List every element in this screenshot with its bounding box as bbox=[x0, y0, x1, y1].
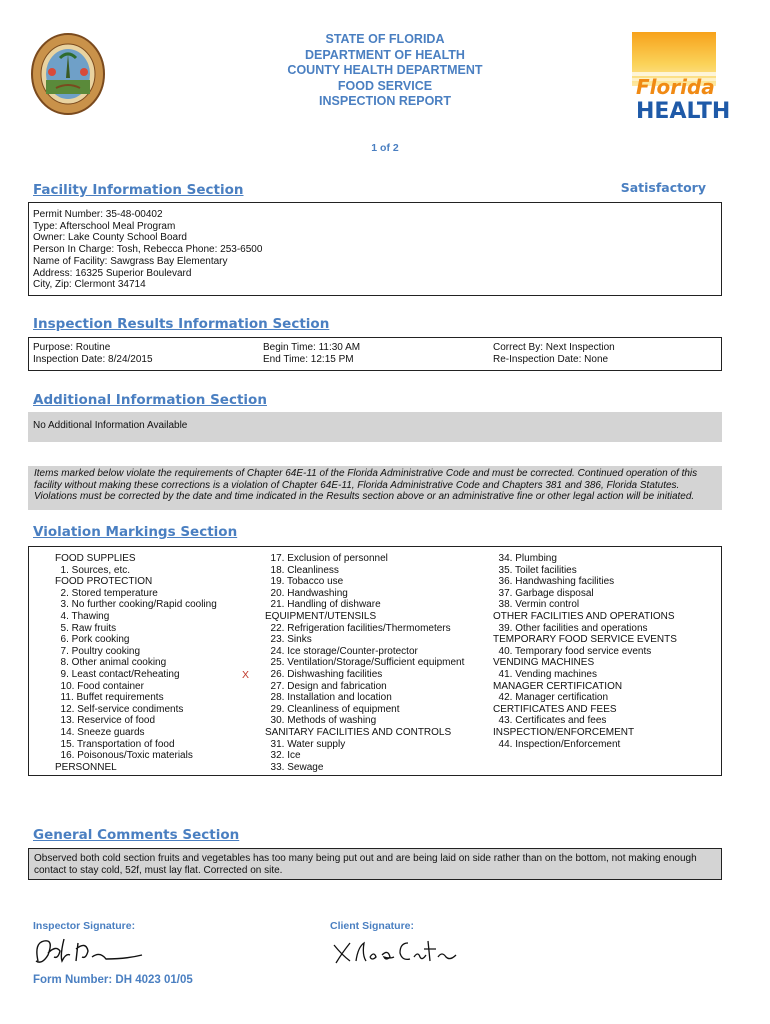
violation-item: 14. Sneeze guards bbox=[55, 726, 145, 738]
facility-type: Type: Afterschool Meal Program bbox=[33, 220, 176, 232]
violation-item: 24. Ice storage/Counter-protector bbox=[265, 645, 418, 657]
violation-item: 21. Handling of dishware bbox=[265, 599, 381, 611]
additional-section-title: Additional Information Section bbox=[33, 392, 267, 408]
violation-item: 36. Handwashing facilities bbox=[493, 576, 615, 588]
violation-item: 8. Other animal cooking bbox=[55, 657, 167, 669]
header-line-department: DEPARTMENT OF HEALTH bbox=[305, 47, 465, 62]
violation-item: 6. Pork cooking bbox=[55, 634, 130, 646]
violation-item: 26. Dishwashing facilities bbox=[265, 668, 383, 680]
violation-item: 41. Vending machines bbox=[493, 668, 597, 680]
inspection-col-3 bbox=[493, 342, 615, 365]
facility-section-title: Facility Information Section bbox=[33, 182, 244, 198]
notice-line-3: Violations must be corrected by the date and time indicated in the Results section above or an administrative fine or other legal action will be initiated. bbox=[34, 491, 695, 503]
violation-item: 39. Other facilities and operations bbox=[493, 622, 648, 634]
violation-item: 9. Least contact/Reheating bbox=[55, 668, 180, 680]
general-comments-box bbox=[28, 848, 722, 880]
violation-item: PERSONNEL bbox=[55, 761, 117, 773]
violation-markings-box bbox=[28, 546, 722, 776]
inspector-signature-image bbox=[30, 935, 150, 969]
violation-mark-26: X bbox=[242, 669, 250, 681]
violation-item: 28. Installation and location bbox=[265, 692, 392, 704]
comment-line-1: Observed both cold section fruits and vegetables has too many being put out and are being laid on side rather than on the bottom, not making enough bbox=[34, 853, 697, 864]
violation-item: MANAGER CERTIFICATION bbox=[493, 680, 623, 692]
violation-item: 38. Vermin control bbox=[493, 599, 580, 611]
violation-item: 10. Food container bbox=[55, 680, 144, 692]
violation-item: 18. Cleanliness bbox=[265, 564, 339, 576]
violation-item: INSPECTION/ENFORCEMENT bbox=[493, 726, 635, 738]
comments-section-title: General Comments Section bbox=[33, 827, 240, 843]
violation-item: 11. Buffet requirements bbox=[55, 692, 164, 704]
violation-item: 43. Certificates and fees bbox=[493, 715, 607, 727]
form-number: Form Number: DH 4023 01/05 bbox=[33, 974, 193, 986]
violation-item: FOOD PROTECTION bbox=[55, 576, 153, 588]
person-in-charge: Person In Charge: Tosh, Rebecca Phone: 253-6500 bbox=[33, 244, 263, 256]
violation-item: 20. Handwashing bbox=[265, 587, 348, 599]
inspection-col-1 bbox=[33, 342, 153, 365]
violation-item: 33. Sewage bbox=[265, 761, 324, 773]
violation-column-2 bbox=[265, 553, 464, 773]
correct-by: Correct By: Next Inspection bbox=[493, 342, 615, 353]
header-line-county: COUNTY HEALTH DEPARTMENT bbox=[287, 63, 483, 77]
inspection-section-title: Inspection Results Information Section bbox=[33, 316, 330, 332]
notice-line-1: Items marked below violate the requirements of Chapter 64E-11 of the Florida Administrative Code and must be corrected. Continued operation of this bbox=[34, 468, 698, 479]
violation-item: OTHER FACILITIES AND OPERATIONS bbox=[493, 610, 675, 622]
violation-column-3 bbox=[493, 553, 677, 750]
violation-item: 4. Thawing bbox=[55, 610, 110, 622]
violation-item: 16. Poisonous/Toxic materials bbox=[55, 750, 193, 762]
permit-number: Permit Number: 35-48-00402 bbox=[33, 209, 163, 220]
violation-item: 12. Self-service condiments bbox=[55, 703, 184, 715]
begin-time: Begin Time: 11:30 AM bbox=[263, 342, 361, 353]
violation-item: 31. Water supply bbox=[265, 738, 346, 750]
header-line-report: INSPECTION REPORT bbox=[319, 94, 451, 108]
violation-item: 29. Cleanliness of equipment bbox=[265, 703, 400, 715]
violation-item: 22. Refrigeration facilities/Thermometers bbox=[265, 622, 451, 634]
svg-text:Florida: Florida bbox=[636, 75, 715, 99]
violation-item: CERTIFICATES AND FEES bbox=[493, 703, 617, 715]
violation-notice-box bbox=[28, 466, 722, 510]
inspection-results-box bbox=[28, 337, 722, 371]
inspection-date: Inspection Date: 8/24/2015 bbox=[33, 353, 153, 365]
header-line-state: STATE OF FLORIDA bbox=[325, 32, 445, 46]
additional-info-box bbox=[28, 412, 722, 442]
violation-item: VENDING MACHINES bbox=[493, 657, 595, 669]
client-signature-label: Client Signature: bbox=[330, 920, 415, 932]
violation-item: 30. Methods of washing bbox=[265, 715, 377, 727]
violation-item: 34. Plumbing bbox=[493, 553, 557, 564]
violation-item: 37. Garbage disposal bbox=[493, 587, 594, 599]
violation-item: FOOD SUPPLIES bbox=[55, 553, 136, 564]
violation-item: 23. Sinks bbox=[265, 634, 312, 646]
violation-item: 44. Inspection/Enforcement bbox=[493, 738, 621, 750]
inspector-signature-label: Inspector Signature: bbox=[33, 920, 136, 932]
violation-item: 3. No further cooking/Rapid cooling bbox=[55, 599, 217, 611]
violation-item: 15. Transportation of food bbox=[55, 738, 175, 750]
facility-address: Address: 16325 Superior Boulevard bbox=[33, 267, 192, 279]
inspection-status: Satisfactory bbox=[620, 180, 706, 195]
violations-section-title: Violation Markings Section bbox=[33, 524, 238, 540]
violation-item: 2. Stored temperature bbox=[55, 587, 158, 599]
comment-line-2: contact to stay cold, 52f, must lay flat. Corrected on site. bbox=[34, 864, 283, 876]
facility-info-box bbox=[28, 202, 722, 296]
client-signature-image bbox=[330, 935, 460, 969]
svg-text:HEALTH: HEALTH bbox=[636, 99, 731, 124]
violation-item: 19. Tobacco use bbox=[265, 576, 344, 588]
violation-item: 25. Ventilation/Storage/Sufficient equipment bbox=[265, 657, 465, 669]
violation-item: SANITARY FACILITIES AND CONTROLS bbox=[265, 726, 452, 738]
reinspection-date: Re-Inspection Date: None bbox=[493, 353, 609, 365]
violation-item: 40. Temporary food service events bbox=[493, 645, 652, 657]
violation-item: 17. Exclusion of personnel bbox=[265, 553, 388, 564]
violation-item: 7. Poultry cooking bbox=[55, 645, 141, 657]
facility-city-zip: City, Zip: Clermont 34714 bbox=[33, 279, 146, 291]
violation-item: 5. Raw fruits bbox=[55, 622, 117, 634]
facility-owner: Owner: Lake County School Board bbox=[33, 232, 187, 244]
violation-item: 32. Ice bbox=[265, 750, 301, 762]
violation-item: 27. Design and fabrication bbox=[265, 680, 387, 692]
florida-seal-image bbox=[30, 32, 106, 116]
violation-item: 42. Manager certification bbox=[493, 692, 609, 704]
header-line-food-service: FOOD SERVICE bbox=[337, 78, 433, 93]
violation-item: 13. Reservice of food bbox=[55, 715, 156, 727]
report-header bbox=[220, 32, 550, 110]
notice-line-2: facility without making these corrections is a violation of Chapter 64E-11, Florida Administrative Code and Chapters 381 and 386, Florida Statutes. bbox=[34, 479, 680, 491]
violation-item: EQUIPMENT/UTENSILS bbox=[265, 610, 377, 622]
inspection-purpose: Purpose: Routine bbox=[33, 342, 111, 353]
violation-item: 1. Sources, etc. bbox=[55, 564, 131, 576]
facility-name: Name of Facility: Sawgrass Bay Elementary bbox=[33, 255, 228, 267]
end-time: End Time: 12:15 PM bbox=[263, 353, 354, 365]
inspection-col-2 bbox=[263, 342, 360, 365]
florida-health-logo bbox=[632, 32, 731, 124]
violation-item: TEMPORARY FOOD SERVICE EVENTS bbox=[493, 634, 677, 646]
page-number: 1 of 2 bbox=[371, 142, 399, 154]
violation-item: 35. Toilet facilities bbox=[493, 564, 577, 576]
violation-column-1 bbox=[55, 553, 217, 773]
additional-info-text: No Additional Information Available bbox=[33, 420, 188, 431]
